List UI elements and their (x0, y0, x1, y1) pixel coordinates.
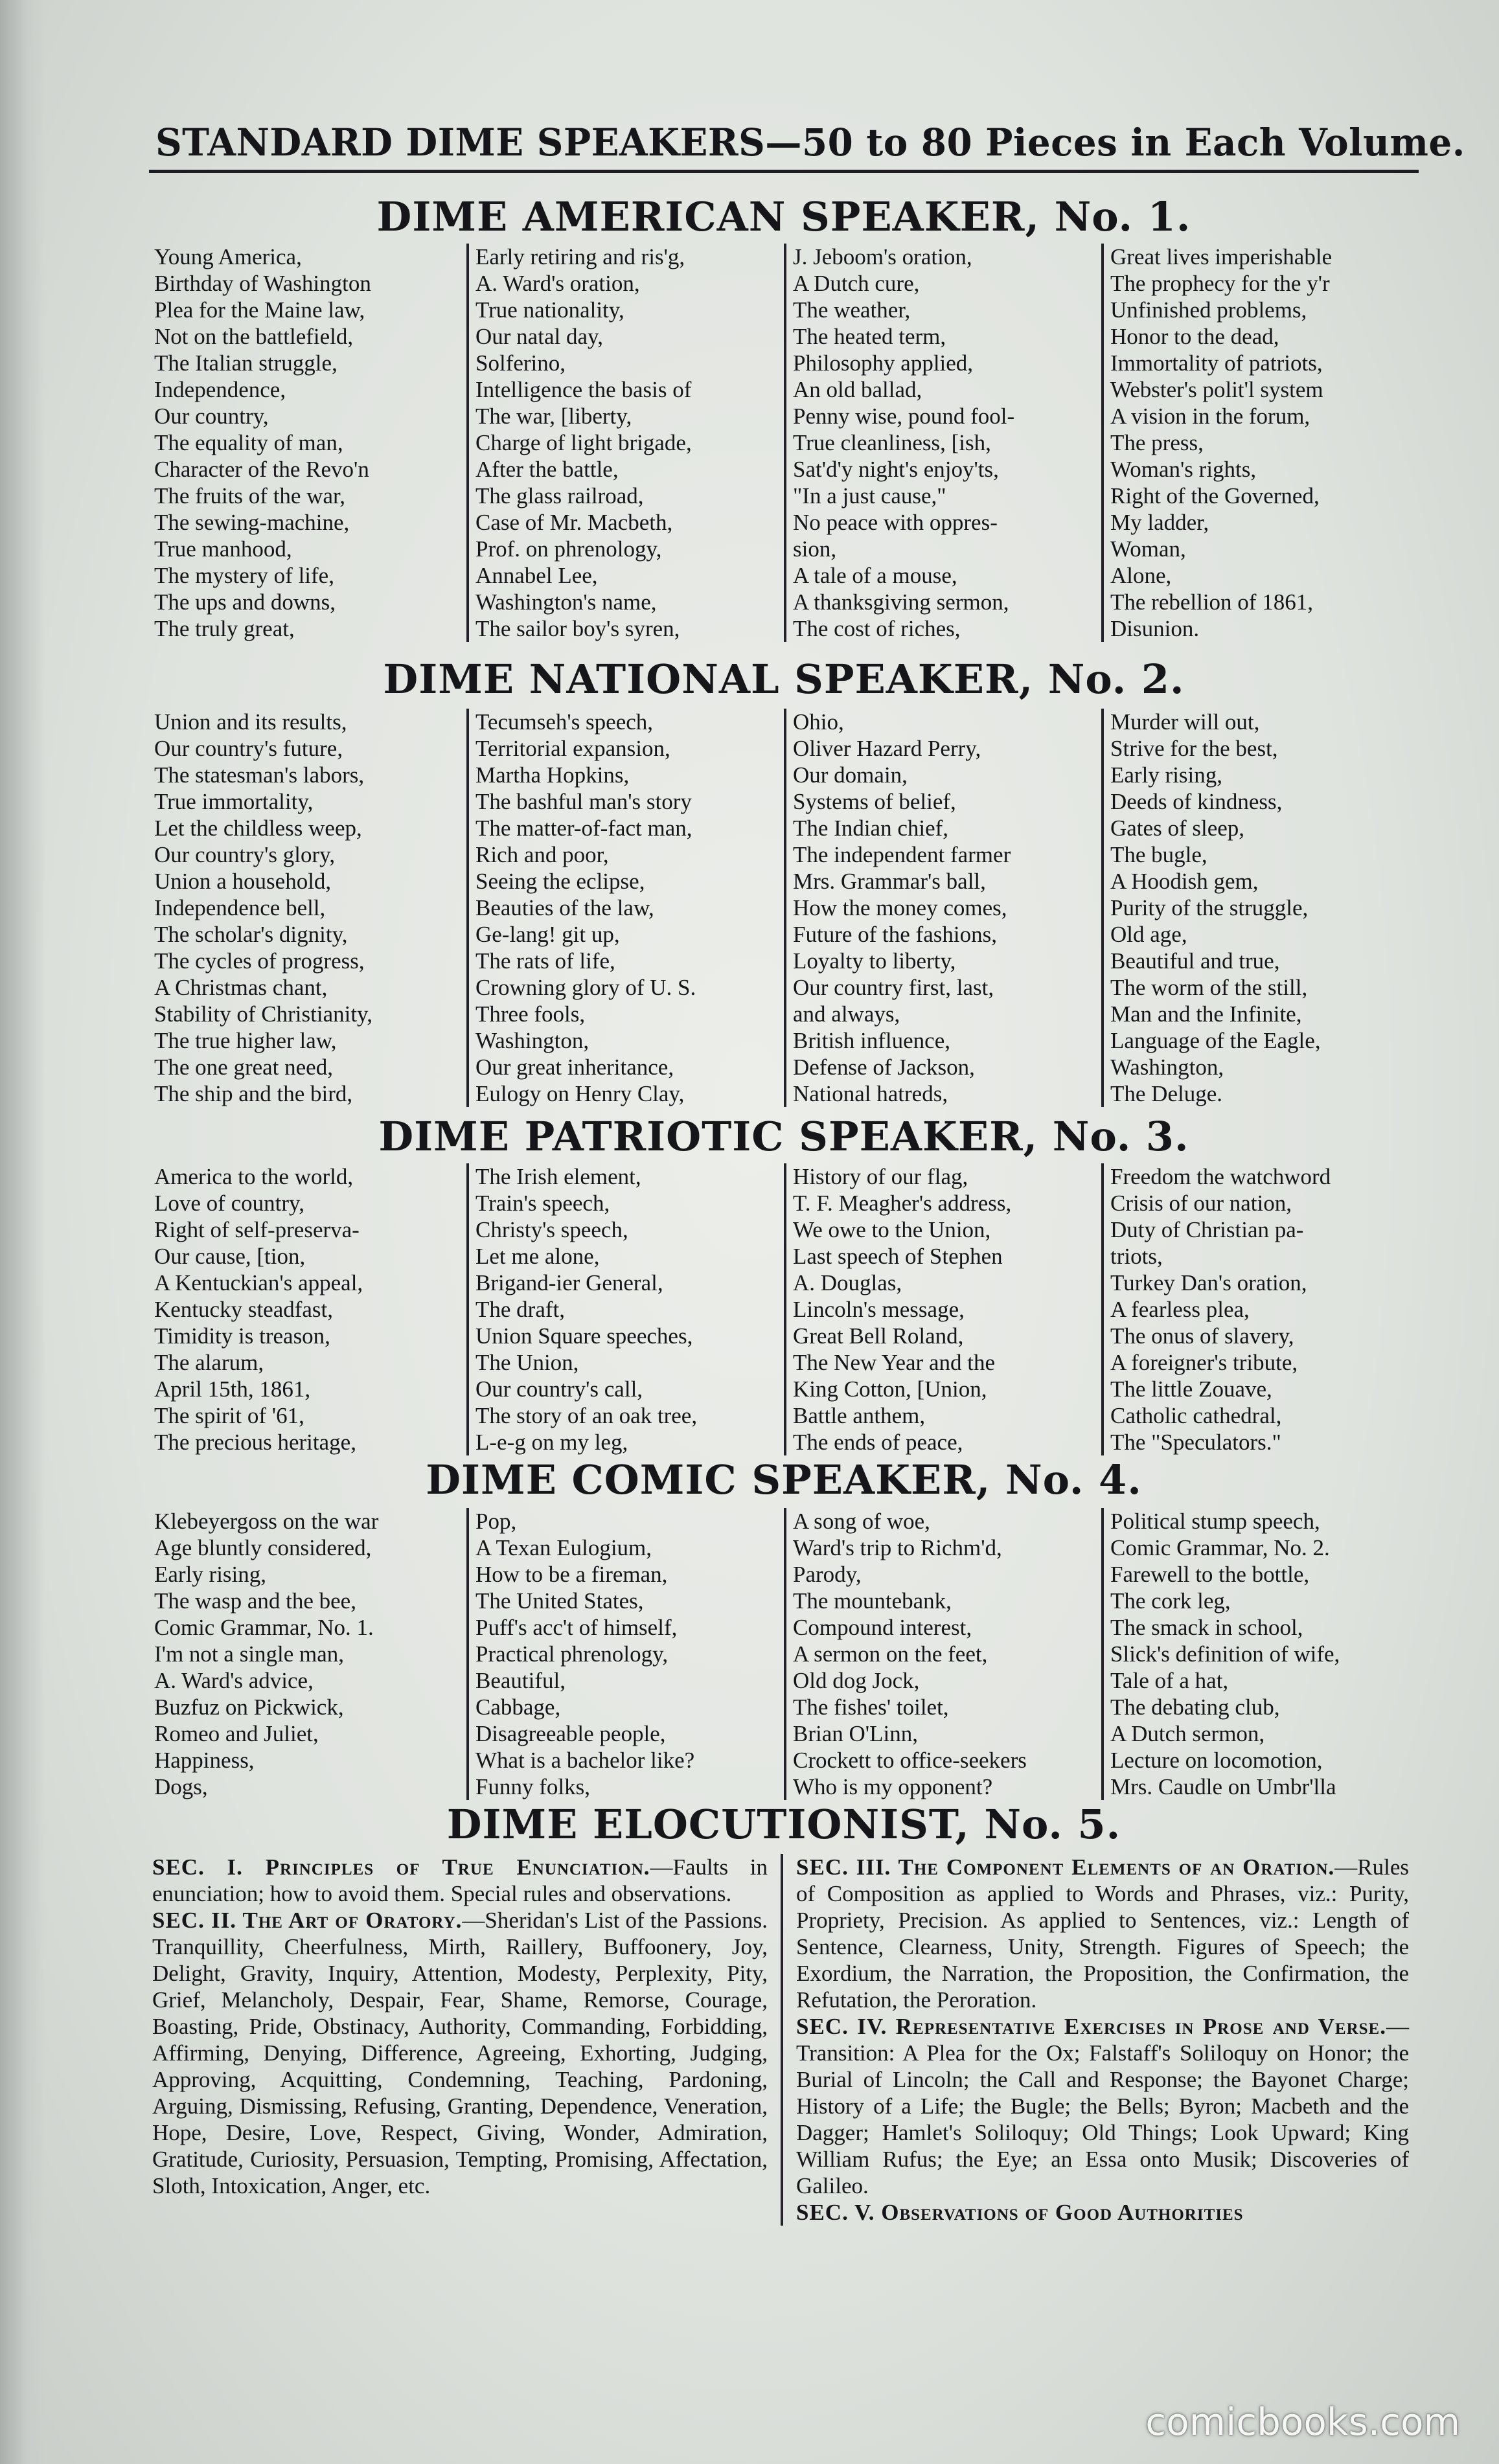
section-title-national: DIME NATIONAL SPEAKER, No. 2. (383, 656, 1185, 703)
speech-title: The war, [liberty, (475, 404, 632, 429)
speech-title: Eulogy on Henry Clay, (475, 1081, 685, 1106)
column (1101, 244, 1419, 642)
speech-title: The rats of life, (475, 948, 615, 974)
column (149, 244, 466, 642)
speech-title: The little Zouave, (1110, 1376, 1272, 1402)
speech-title: Future of the fashions, (793, 922, 997, 947)
speech-title: The statesman's labors, (154, 762, 365, 788)
speech-title: Woman, (1110, 536, 1186, 562)
speech-title: The equality of man, (154, 430, 343, 455)
speech-title: Funny folks, (475, 1774, 590, 1799)
speech-title: The mountebank, (793, 1588, 952, 1614)
speech-title: Beautiful, (475, 1668, 566, 1693)
speech-title: Brigand-ier General, (475, 1270, 663, 1295)
speech-title: Battle anthem, (793, 1403, 926, 1428)
speech-title: Age bluntly considered, (154, 1535, 372, 1560)
column (1101, 1508, 1419, 1800)
speech-title: Plea for the Maine law, (154, 297, 365, 323)
speech-title: Early rising, (1110, 762, 1223, 788)
speech-title: Rich and poor, (475, 842, 609, 867)
speech-title: The cost of riches, (793, 616, 961, 641)
speech-title: Not on the battlefield, (154, 324, 354, 349)
speech-title: The fishes' toilet, (793, 1694, 949, 1720)
speech-title: A. Ward's oration, (475, 271, 640, 296)
speech-title: Mrs. Caudle on Umbr'lla (1110, 1774, 1336, 1799)
speech-title: sion, (793, 536, 837, 562)
section-heading: SEC. III. The Component Elements of an Oration. (796, 1854, 1335, 1880)
speech-title: A Christmas chant, (154, 975, 328, 1000)
speech-title: The weather, (793, 297, 911, 323)
speech-title: Christy's speech, (475, 1217, 628, 1242)
speech-title: Union and its results, (154, 709, 347, 735)
speech-title: No peace with oppres- (793, 510, 998, 535)
speech-title: Crockett to office-seekers (793, 1748, 1027, 1773)
header-rule (149, 170, 1419, 173)
speech-title: Strive for the best, (1110, 736, 1278, 761)
speech-title: Union Square speeches, (475, 1323, 693, 1349)
speech-title: Charge of light brigade, (475, 430, 692, 455)
speech-title: Our great inheritance, (475, 1055, 674, 1080)
speech-title: Alone, (1110, 563, 1172, 588)
speech-title: J. Jeboom's oration, (793, 244, 972, 269)
speech-title: Beauties of the law, (475, 895, 654, 920)
speech-title: Washington, (475, 1028, 589, 1053)
speech-title: Ge-lang! git up, (475, 922, 620, 947)
speech-title: The mystery of life, (154, 563, 334, 588)
speech-title: The heated term, (793, 324, 946, 349)
speech-title: The worm of the still, (1110, 975, 1308, 1000)
column (466, 244, 784, 642)
speech-title: Independence bell, (154, 895, 326, 920)
speech-title: Ward's trip to Richm'd, (793, 1535, 1002, 1560)
speech-title: The rebellion of 1861, (1110, 589, 1313, 615)
speech-title: An old ballad, (793, 377, 922, 402)
speech-title: The fruits of the war, (154, 483, 346, 508)
speech-title: Timidity is treason, (154, 1323, 330, 1349)
speech-title: The ups and downs, (154, 589, 336, 615)
speech-title: Dogs, (154, 1774, 208, 1799)
speech-title: Buzfuz on Pickwick, (154, 1694, 344, 1720)
speech-title: Birthday of Washington (154, 271, 371, 296)
section-heading: SEC. II. The Art of Oratory. (152, 1908, 463, 1933)
speech-title: Webster's polit'l system (1110, 377, 1323, 402)
speech-title: Tale of a hat, (1110, 1668, 1229, 1693)
speech-title: The cork leg, (1110, 1588, 1231, 1614)
page-spine-shadow (0, 0, 45, 2464)
speech-title: Martha Hopkins, (475, 762, 630, 788)
speech-title: Freedom the watchword (1110, 1164, 1331, 1189)
speech-title: America to the world, (154, 1164, 354, 1189)
speech-title: The New Year and the (793, 1350, 995, 1375)
speech-title: Early rising, (154, 1562, 267, 1587)
speech-title: Murder will out, (1110, 709, 1260, 735)
speech-title: A foreigner's tribute, (1110, 1350, 1298, 1375)
section-title-elocutionist: DIME ELOCUTIONIST, No. 5. (446, 1801, 1121, 1848)
speech-title: True manhood, (154, 536, 292, 562)
speech-title: Lecture on locomotion, (1110, 1748, 1323, 1773)
speech-title: How to be a fireman, (475, 1562, 668, 1587)
column (466, 709, 784, 1107)
section-heading: SEC. I. Principles of True Enunciation. (152, 1854, 650, 1880)
speech-title: A Dutch cure, (793, 271, 920, 296)
speech-title: Deeds of kindness, (1110, 789, 1283, 814)
speech-title: The Italian struggle, (154, 350, 338, 376)
speech-title: The ends of peace, (793, 1430, 963, 1455)
speech-title: Case of Mr. Macbeth, (475, 510, 673, 535)
speech-title: Disagreeable people, (475, 1721, 666, 1746)
speech-title: Right of self-preserva- (154, 1217, 360, 1242)
speech-title: The sailor boy's syren, (475, 616, 680, 641)
speech-title: Language of the Eagle, (1110, 1028, 1321, 1053)
elocution-section (796, 1854, 1409, 2013)
speech-title: Sat'd'y night's enjoy'ts, (793, 457, 999, 482)
elocutionist-body (139, 1854, 1422, 2226)
speech-title: Practical phrenology, (475, 1641, 669, 1667)
speech-title: Honor to the dead, (1110, 324, 1279, 349)
speech-title: A fearless plea, (1110, 1297, 1250, 1322)
speech-title: Old dog Jock, (793, 1668, 920, 1693)
column (784, 1163, 1101, 1455)
section-grid-national (149, 709, 1419, 1107)
speech-title: The true higher law, (154, 1028, 337, 1053)
section-text: —Rules of Composition as applied to Words and Phrases, viz.: Purity, Propriety, Precision. As applied to Sentences, viz.: Length of Sentence, Clearness, Unity, Strength. Figures of Speech; the Exordium, the Narration, the Proposition, the Confirmation, the Refutation, the Peroration. (796, 1854, 1409, 2013)
speech-title: The wasp and the bee, (154, 1588, 356, 1614)
speech-title: The cycles of progress, (154, 948, 365, 974)
speech-title: Solferino, (475, 350, 566, 376)
elocutionist-left-column (139, 1854, 781, 2226)
section-heading: SEC. V. Observations of Good Authorities (796, 2200, 1244, 2225)
speech-title: Seeing the eclipse, (475, 869, 645, 894)
speech-title: Slick's definition of wife, (1110, 1641, 1340, 1667)
section-title-american: DIME AMERICAN SPEAKER, No. 1. (376, 193, 1191, 240)
speech-title: L-e-g on my leg, (475, 1430, 628, 1455)
speech-title: A song of woe, (793, 1509, 930, 1534)
speech-title: British influence, (793, 1028, 951, 1053)
speech-title: Loyalty to liberty, (793, 948, 956, 974)
speech-title: Cabbage, (475, 1694, 561, 1720)
speech-title: Immortality of patriots, (1110, 350, 1323, 376)
speech-title: Crisis of our nation, (1110, 1191, 1292, 1216)
speech-title: Our domain, (793, 762, 908, 788)
speech-title: The draft, (475, 1297, 565, 1322)
speech-title: We owe to the Union, (793, 1217, 991, 1242)
column (784, 1508, 1101, 1800)
speech-title: Catholic cathedral, (1110, 1403, 1282, 1428)
elocution-section (796, 2199, 1409, 2226)
speech-title: Parody, (793, 1562, 862, 1587)
speech-title: True cleanliness, [ish, (793, 430, 991, 455)
speech-title: Duty of Christian pa- (1110, 1217, 1304, 1242)
column (784, 244, 1101, 642)
speech-title: A. Douglas, (793, 1270, 902, 1295)
speech-title: Who is my opponent? (793, 1774, 993, 1799)
column (1101, 709, 1419, 1107)
speech-title: The alarum, (154, 1350, 264, 1375)
speech-title: Washington, (1110, 1055, 1224, 1080)
speech-title: How the money comes, (793, 895, 1007, 920)
speech-title: Crowning glory of U. S. (475, 975, 696, 1000)
speech-title: Our natal day, (475, 324, 603, 349)
speech-title: Our country first, last, (793, 975, 994, 1000)
speech-title: The prophecy for the y'r (1110, 271, 1330, 296)
speech-title: Right of the Governed, (1110, 483, 1320, 508)
speech-title: National hatreds, (793, 1081, 948, 1106)
speech-title: Comic Grammar, No. 2. (1110, 1535, 1330, 1560)
section-grid-comic (149, 1508, 1419, 1800)
speech-title: The bugle, (1110, 842, 1207, 867)
speech-title: Let the childless weep, (154, 816, 362, 841)
speech-title: Great lives imperishable (1110, 244, 1333, 269)
speech-title: The one great need, (154, 1055, 333, 1080)
speech-title: Oliver Hazard Perry, (793, 736, 981, 761)
column (784, 709, 1101, 1107)
speech-title: A Dutch sermon, (1110, 1721, 1265, 1746)
speech-title: The "Speculators." (1110, 1430, 1281, 1455)
speech-title: Lincoln's message, (793, 1297, 965, 1322)
speech-title: The Deluge. (1110, 1081, 1222, 1106)
speech-title: A sermon on the feet, (793, 1641, 988, 1667)
speech-title: Tecumseh's speech, (475, 709, 654, 735)
speech-title: The truly great, (154, 616, 295, 641)
speech-title: King Cotton, [Union, (793, 1376, 987, 1402)
speech-title: Man and the Infinite, (1110, 1001, 1302, 1027)
speech-title: Our country's glory, (154, 842, 336, 867)
speech-title: Train's speech, (475, 1191, 610, 1216)
speech-title: Independence, (154, 377, 286, 402)
watermark: comicbooks.com (1145, 2400, 1460, 2444)
speech-title: Our country's future, (154, 736, 343, 761)
speech-title: A vision in the forum, (1110, 404, 1310, 429)
section-grid-patriotic (149, 1163, 1419, 1455)
section-text: —Transition: A Plea for the Ox; Falstaff's Soliloquy on Honor; the Burial of Lincoln; the Call and Response; the Bayonet Charge; History of a Life; the Bugle; the Bells; Byron; Macbeth and the Dagger; Hamlet's Soliloquy; Old Things; Look Upward; King William Rufus; the Eye; an Essa onto Musik; Discoveries of Galileo. (796, 2014, 1409, 2198)
speech-title: Washington's name, (475, 589, 657, 615)
speech-title: The sewing-machine, (154, 510, 350, 535)
elocution-section (152, 1854, 768, 1907)
speech-title: A tale of a mouse, (793, 563, 957, 588)
speech-title: A Texan Eulogium, (475, 1535, 652, 1560)
speech-title: After the battle, (475, 457, 619, 482)
speech-title: Prof. on phrenology, (475, 536, 662, 562)
speech-title: I'm not a single man, (154, 1641, 345, 1667)
section-grid-american (149, 244, 1419, 642)
speech-title: April 15th, 1861, (154, 1376, 311, 1402)
speech-title: A Kentuckian's appeal, (154, 1270, 363, 1295)
speech-title: Our country's call, (475, 1376, 643, 1402)
elocutionist-right-column (781, 1854, 1422, 2226)
speech-title: Early retiring and ris'g, (475, 244, 685, 269)
speech-title: True nationality, (475, 297, 624, 323)
speech-title: The ship and the bird, (154, 1081, 353, 1106)
speech-title: Annabel Lee, (475, 563, 598, 588)
speech-title: The bashful man's story (475, 789, 692, 814)
speech-title: The debating club, (1110, 1694, 1280, 1720)
speech-title: Puff's acc't of himself, (475, 1615, 678, 1640)
speech-title: The press, (1110, 430, 1204, 455)
speech-title: The spirit of '61, (154, 1403, 304, 1428)
section-text: —Faults in enunciation; how to avoid them. Special rules and observations. (152, 1854, 768, 1906)
speech-title: Young America, (154, 244, 302, 269)
speech-title: Unfinished problems, (1110, 297, 1307, 323)
speech-title: Happiness, (154, 1748, 255, 1773)
speech-title: The smack in school, (1110, 1615, 1303, 1640)
speech-title: Beautiful and true, (1110, 948, 1280, 974)
section-text: —Sheridan's List of the Passions. Tranquillity, Cheerfulness, Mirth, Raillery, Buffoonery, Joy, Delight, Gravity, Inquiry, Attention, Modesty, Perplexity, Pity, Grief, Melancholy, Despair, Fear, Shame, Remorse, Courage, Boasting, Pride, Obstinacy, Authority, Commanding, Forbidding, Affirming, Denying, Difference, Agreeing, Exhorting, Judging, Approving, Acquitting, Condemning, Teaching, Pardoning, Arguing, Dismissing, Refusing, Granting, Dependence, Veneration, Hope, Desire, Love, Respect, Giving, Wonder, Admiration, Gratitude, Curiosity, Persuasion, Tempting, Promising, Affectation, Sloth, Intoxication, Anger, etc. (152, 1908, 768, 2198)
speech-title: The Union, (475, 1350, 579, 1375)
speech-title: Great Bell Roland, (793, 1323, 964, 1349)
speech-title: A thanksgiving sermon, (793, 589, 1009, 615)
speech-title: Farewell to the bottle, (1110, 1562, 1310, 1587)
column (149, 709, 466, 1107)
speech-title: Defense of Jackson, (793, 1055, 975, 1080)
speech-title: The glass railroad, (475, 483, 644, 508)
speech-title: The matter-of-fact man, (475, 816, 692, 841)
speech-title: The United States, (475, 1588, 644, 1614)
speech-title: Purity of the struggle, (1110, 895, 1309, 920)
speech-title: Intelligence the basis of (475, 377, 692, 402)
speech-title: The Irish element, (475, 1164, 641, 1189)
speech-title: Compound interest, (793, 1615, 972, 1640)
column (466, 1508, 784, 1800)
speech-title: Disunion. (1110, 616, 1200, 641)
speech-title: Our cause, [tion, (154, 1244, 306, 1269)
speech-title: Political stump speech, (1110, 1509, 1320, 1534)
speech-title: Mrs. Grammar's ball, (793, 869, 986, 894)
column (1101, 1163, 1419, 1455)
speech-title: T. F. Meagher's address, (793, 1191, 1012, 1216)
speech-title: What is a bachelor like? (475, 1748, 695, 1773)
speech-title: The precious heritage, (154, 1430, 356, 1455)
elocution-section (796, 2013, 1409, 2199)
speech-title: Let me alone, (475, 1244, 600, 1269)
speech-title: The onus of slavery, (1110, 1323, 1294, 1349)
speech-title: Comic Grammar, No. 1. (154, 1615, 374, 1640)
section-title-patriotic: DIME PATRIOTIC SPEAKER, No. 3. (378, 1113, 1189, 1160)
speech-title: A. Ward's advice, (154, 1668, 314, 1693)
speech-title: Systems of belief, (793, 789, 956, 814)
speech-title: Woman's rights, (1110, 457, 1257, 482)
speech-title: Gates of sleep, (1110, 816, 1245, 841)
speech-title: Territorial expansion, (475, 736, 670, 761)
speech-title: The Indian chief, (793, 816, 949, 841)
speech-title: Penny wise, pound fool- (793, 404, 1015, 429)
speech-title: True immortality, (154, 789, 314, 814)
column (149, 1163, 466, 1455)
elocution-section (152, 1907, 768, 2199)
speech-title: Our country, (154, 404, 269, 429)
speech-title: triots, (1110, 1244, 1163, 1269)
speech-title: Romeo and Juliet, (154, 1721, 319, 1746)
page-header: STANDARD DIME SPEAKERS—50 to 80 Pieces in Each Volume. (155, 120, 1465, 165)
speech-title: Old age, (1110, 922, 1187, 947)
speech-title: Love of country, (154, 1191, 304, 1216)
speech-title: The independent farmer (793, 842, 1011, 867)
speech-title: The story of an oak tree, (475, 1403, 698, 1428)
speech-title: Philosophy applied, (793, 350, 974, 376)
column (149, 1508, 466, 1800)
speech-title: Last speech of Stephen (793, 1244, 1003, 1269)
speech-title: Character of the Revo'n (154, 457, 369, 482)
column (466, 1163, 784, 1455)
speech-title: Pop, (475, 1509, 517, 1534)
section-heading: SEC. IV. Representative Exercises in Prose and Verse. (796, 2014, 1386, 2039)
speech-title: Stability of Christianity, (154, 1001, 373, 1027)
speech-title: My ladder, (1110, 510, 1209, 535)
speech-title: Brian O'Linn, (793, 1721, 918, 1746)
speech-title: and always, (793, 1001, 900, 1027)
speech-title: Three fools, (475, 1001, 586, 1027)
section-title-comic: DIME COMIC SPEAKER, No. 4. (426, 1456, 1142, 1503)
speech-title: History of our flag, (793, 1164, 968, 1189)
speech-title: The scholar's dignity, (154, 922, 348, 947)
speech-title: "In a just cause," (793, 483, 946, 508)
speech-title: A Hoodish gem, (1110, 869, 1259, 894)
speech-title: Ohio, (793, 709, 844, 735)
speech-title: Kentucky steadfast, (154, 1297, 334, 1322)
speech-title: Klebeyergoss on the war (154, 1509, 379, 1534)
speech-title: Union a household, (154, 869, 332, 894)
speech-title: Turkey Dan's oration, (1110, 1270, 1307, 1295)
